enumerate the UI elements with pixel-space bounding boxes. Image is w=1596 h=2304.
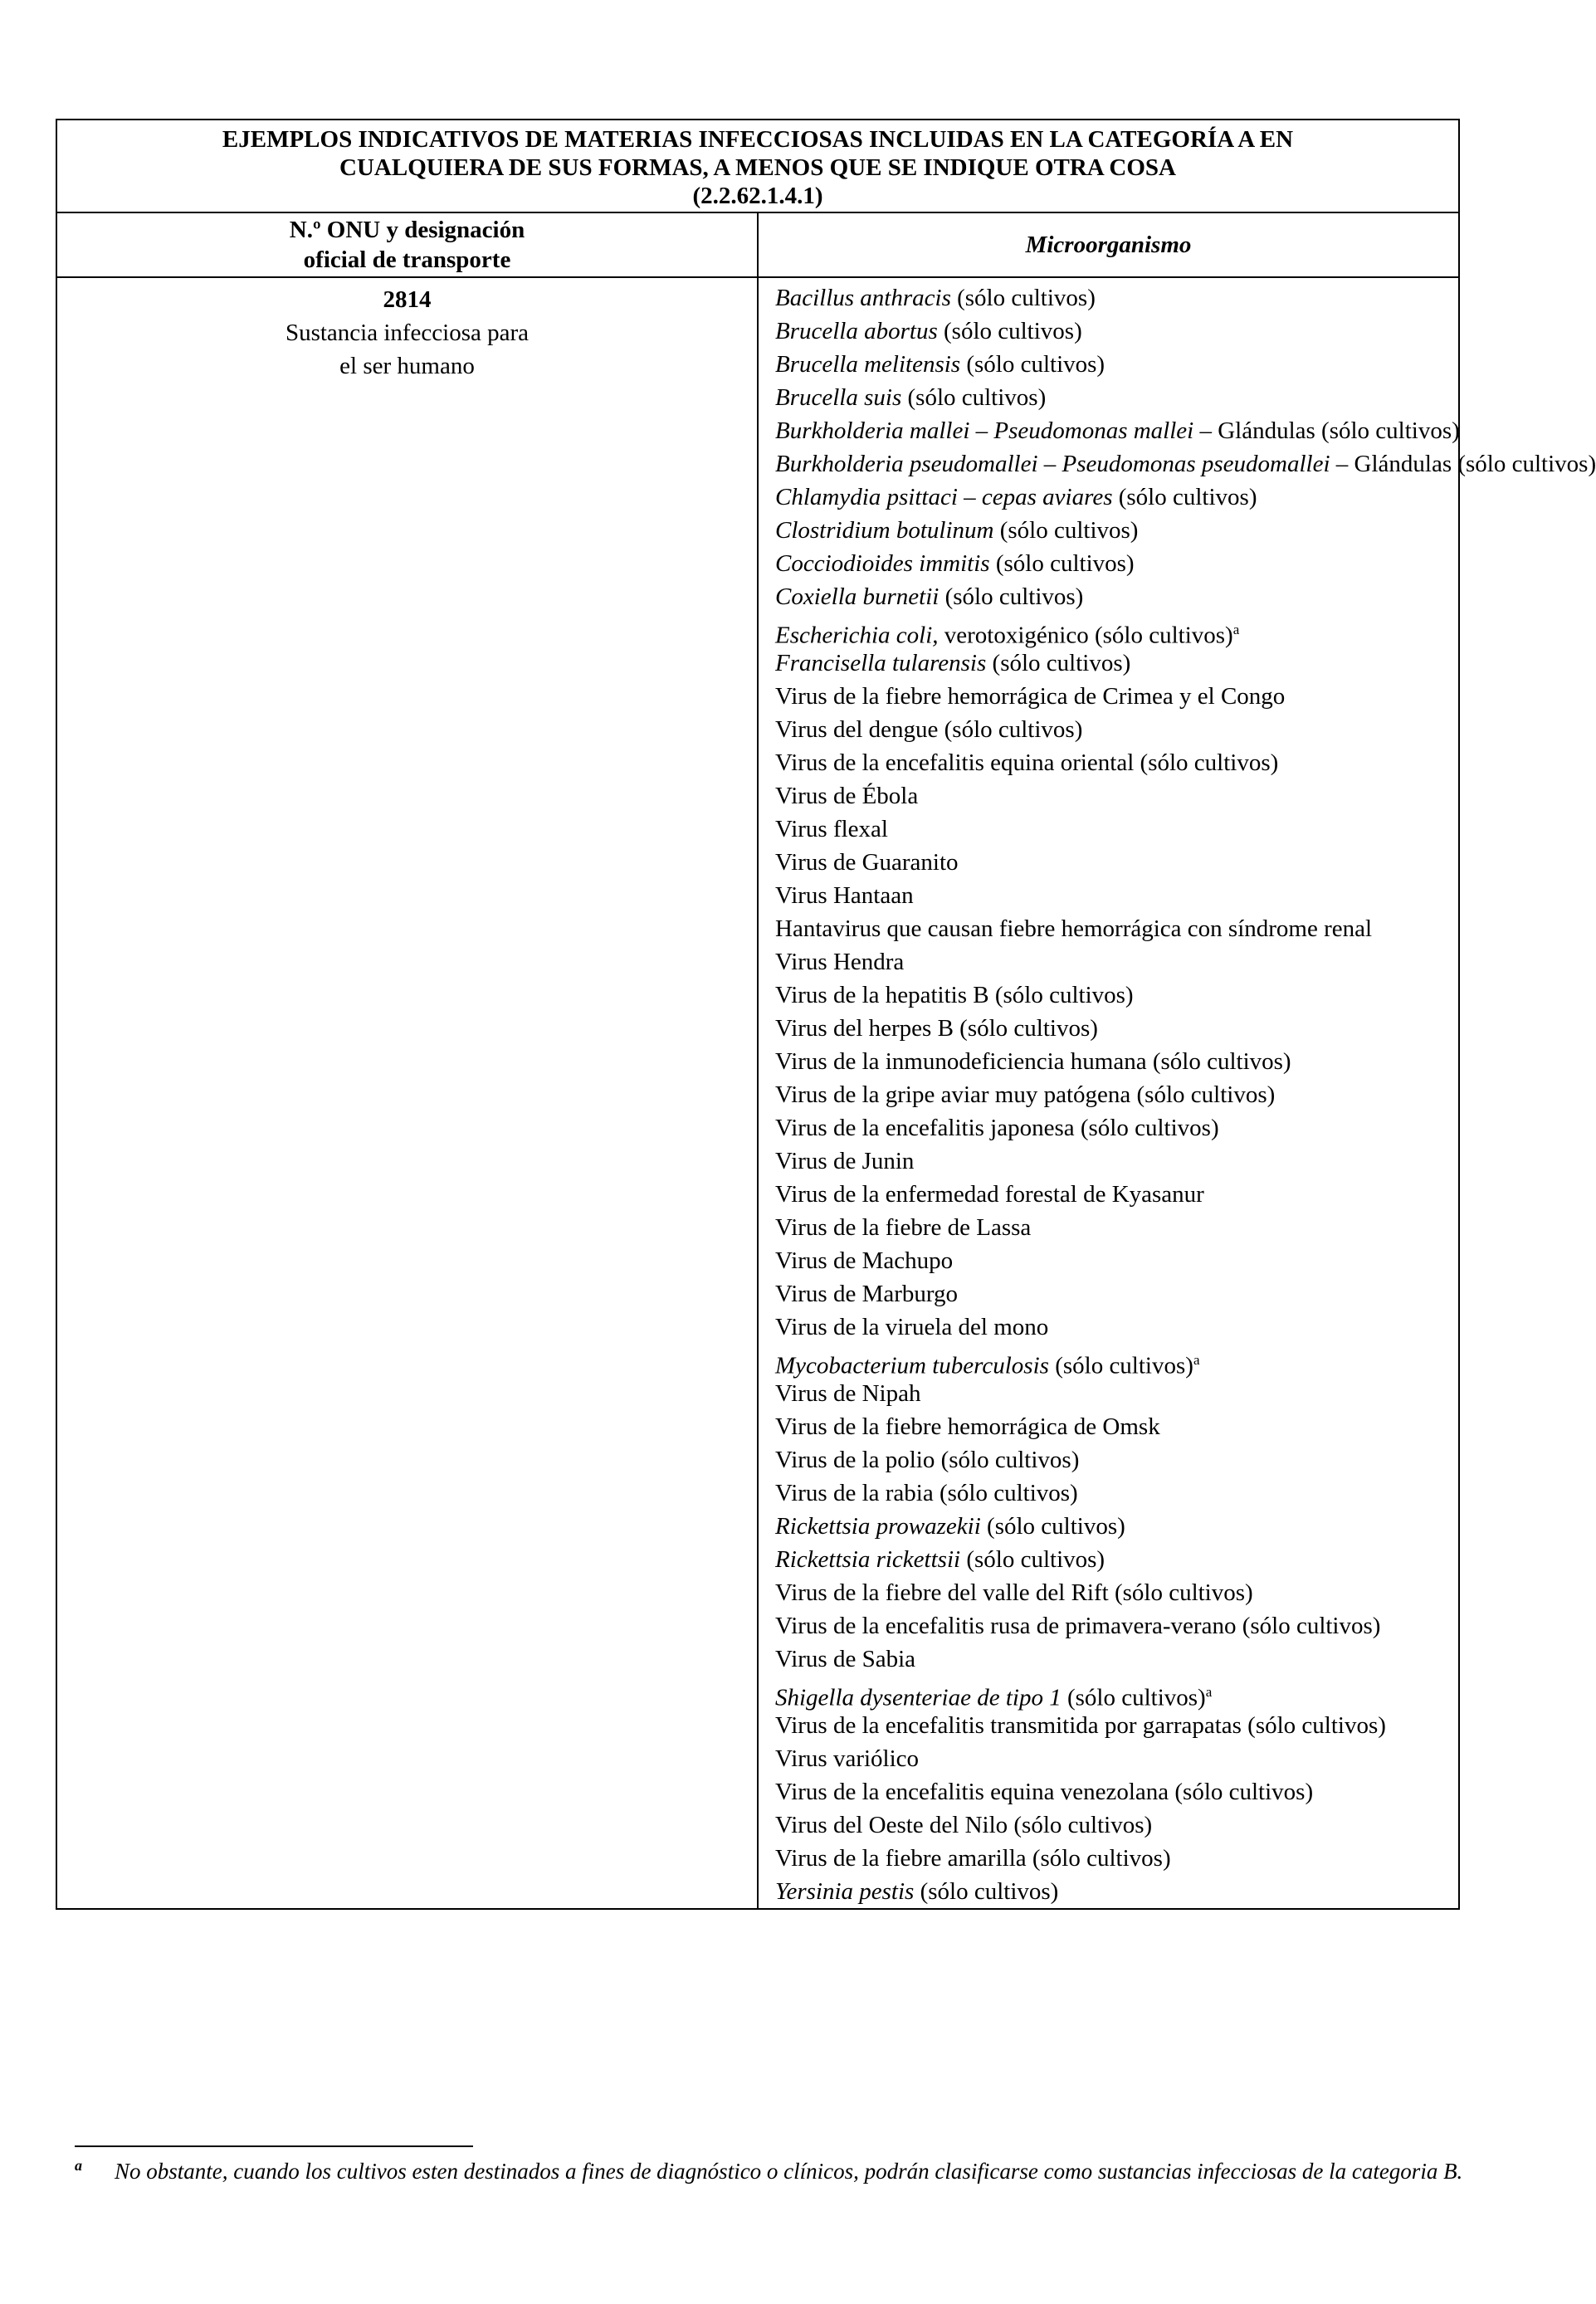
organism-note: Virus de la fiebre de Lassa [775,1214,1032,1241]
organism-note: Virus de la rabia (sólo cultivos) [775,1480,1078,1506]
organism-note: (sólo cultivos) [914,1878,1059,1905]
organism-note: Virus flexal [775,816,888,842]
organism-note: verotoxigénico (sólo cultivos) [938,622,1233,649]
list-item [775,613,1458,647]
list-item [775,879,1458,912]
organism-note: Glándulas (sólo cultivos) [1348,451,1596,477]
organism-note: Virus de la viruela del mono [775,1314,1049,1340]
organism-name: Rickettsia rickettsii [775,1546,961,1573]
list-item [775,447,1596,481]
list-item [775,779,1458,813]
organism-note: Virus de Guaranito [775,849,959,876]
microorganism-cell [758,277,1596,1909]
list-item [775,1078,1458,1111]
organism-note: (sólo cultivos) [950,285,1096,311]
organism-note: Glándulas (sólo cultivos) [1211,417,1460,444]
organism-note: Virus de la gripe aviar muy patógena (sólo cultivos) [775,1081,1276,1108]
title-line: CUALQUIERA DE SUS FORMAS, A MENOS QUE SE INDIQUE OTRA COSA [339,154,1176,181]
organism-name: Cocciodioides immitis [775,550,990,577]
organism-note: Virus de la encefalitis japonesa (sólo cultivos) [775,1115,1219,1141]
organism-name: Brucella abortus [775,318,938,344]
header-line: N.º ONU y designación [289,217,525,243]
organism-note: Virus variólico [775,1745,920,1772]
list-item [775,813,1458,846]
list-item [775,348,1458,381]
organism-note: (sólo cultivos) [993,517,1139,544]
organism-note: Virus de la fiebre amarilla (sólo cultivos) [775,1845,1171,1872]
un-number: 2814 [383,286,432,313]
organism-name: Burkholderia pseudomallei – Pseudomonas pseudomallei – [775,451,1349,477]
organism-note: Virus Hendra [775,949,905,975]
organism-note: (sólo cultivos) [1048,1352,1193,1379]
organism-note: Virus de Machupo [775,1247,954,1274]
list-item [775,315,1458,348]
list-item [775,1842,1458,1875]
designation-line: Sustancia infecciosa para [285,320,530,346]
organism-note: (sólo cultivos) [1061,1684,1206,1711]
list-item [775,1809,1458,1842]
list-item [775,1111,1458,1145]
list-item [775,1443,1458,1477]
footnote-reference: a [1205,1684,1213,1700]
list-item [775,281,1458,315]
title-line: EJEMPLOS INDICATIVOS DE MATERIAS INFECCIOSAS INCLUIDAS EN LA CATEGORÍA A EN [222,126,1294,153]
organism-name: Francisella tularensis [775,650,987,676]
organism-note: (sólo cultivos) [960,1546,1105,1573]
list-item [775,979,1458,1012]
list-item [775,1543,1458,1576]
microorganism-list [775,281,1596,1908]
list-item [775,1643,1458,1676]
list-item [775,846,1458,879]
list-item [775,1709,1458,1742]
organism-note: Virus de Junin [775,1148,915,1174]
list-item [775,1875,1458,1908]
list-item [775,1045,1458,1078]
list-item [775,1775,1458,1809]
footnote-text: No obstante, cuando los cultivos esten destinados a fines de diagnóstico o clínicos, podrán clasificarse como sustancias infecciosas de la categoria B. [115,2159,1463,2184]
list-item [775,1576,1458,1609]
list-item [775,1676,1458,1709]
organism-note: Virus de la hepatitis B (sólo cultivos) [775,982,1134,1008]
organism-note: (sólo cultivos) [960,351,1105,378]
organism-note: Virus de la encefalitis transmitida por garrapatas (sólo cultivos) [775,1712,1386,1739]
organism-note: Hantavirus que causan fiebre hemorrágica con síndrome renal [775,915,1373,942]
list-item [775,1178,1458,1211]
organism-name: Burkholderia mallei – Pseudomonas mallei – [775,417,1212,444]
organism-name: Chlamydia psittaci – cepas aviares [775,484,1113,510]
designation-line: el ser humano [339,353,475,379]
list-item [775,1012,1458,1045]
organism-note: Virus del dengue (sólo cultivos) [775,716,1083,743]
infectious-substances-table [56,119,1596,1910]
list-item [775,713,1458,746]
footnote-divider [75,2145,473,2147]
organism-name: Brucella melitensis [775,351,961,378]
organism-note: Virus de la encefalitis equina venezolana (sólo cultivos) [775,1779,1314,1805]
organism-note: Virus de Marburgo [775,1281,959,1307]
organism-name: Rickettsia prowazekii [775,1513,981,1540]
organism-note: Virus de la encefalitis equina oriental (sólo cultivos) [775,749,1279,776]
list-item [775,1311,1458,1344]
list-item [775,414,1458,447]
list-item [775,746,1458,779]
organism-name: Mycobacterium tuberculosis [775,1352,1049,1379]
organism-note: Virus de la fiebre hemorrágica de Omsk [775,1413,1160,1440]
list-item [775,1211,1458,1244]
list-item [775,1410,1458,1443]
organism-note: (sólo cultivos) [937,318,1082,344]
list-item [775,1145,1458,1178]
list-item [775,912,1458,945]
organism-note: Virus de Sabia [775,1646,916,1672]
organism-note: Virus de la inmunodeficiencia humana (sólo cultivos) [775,1048,1291,1075]
list-item [775,547,1458,580]
organism-note: Virus de la polio (sólo cultivos) [775,1447,1080,1473]
list-item [775,481,1458,514]
organism-note: Virus Hantaan [775,882,914,909]
organism-name: Yersinia pestis [775,1878,915,1905]
list-item [775,680,1458,713]
list-item [775,1344,1458,1377]
footnote-reference: a [1193,1352,1200,1368]
organism-note: Virus de la fiebre del valle del Rift (sólo cultivos) [775,1579,1253,1606]
list-item [775,514,1458,547]
list-item [775,1742,1458,1775]
footnote-mark: a [75,2157,82,2174]
title-line: (2.2.62.1.4.1) [692,183,823,209]
header-line: oficial de transporte [303,247,511,273]
organism-note: Virus de la enfermedad forestal de Kyasanur [775,1181,1204,1208]
list-item [775,1277,1458,1311]
organism-name: Brucella suis [775,384,902,411]
organism-note: (sólo cultivos) [1112,484,1257,510]
organism-note: (sólo cultivos) [939,583,1084,610]
header-microorganism: Microorganismo [758,212,1459,277]
list-item [775,647,1458,680]
list-item [775,1510,1458,1543]
list-item [775,945,1458,979]
list-item [775,580,1458,613]
organism-name: Clostridium botulinum [775,517,994,544]
organism-note: (sólo cultivos) [986,650,1131,676]
footnote [75,2156,1469,2186]
organism-name: Escherichia coli, [775,622,939,649]
organism-note: (sólo cultivos) [980,1513,1125,1540]
list-item [775,1477,1458,1510]
list-item [775,1244,1458,1277]
organism-note: Virus del Oeste del Nilo (sólo cultivos) [775,1812,1153,1838]
organism-note: Virus de la encefalitis rusa de primavera-verano (sólo cultivos) [775,1613,1381,1639]
footnote-reference: a [1232,622,1240,637]
list-item [775,1377,1458,1410]
organism-note: (sólo cultivos) [989,550,1135,577]
header-un-designation [56,212,758,277]
organism-note: Virus de Nipah [775,1380,921,1407]
organism-name: Shigella dysenteriae de tipo 1 [775,1684,1062,1711]
list-item [775,381,1458,414]
organism-note: Virus de Ébola [775,783,919,809]
organism-name: Coxiella burnetii [775,583,940,610]
un-designation-cell [56,277,758,1909]
table-title [56,120,1459,212]
organism-note: Virus de la fiebre hemorrágica de Crimea y el Congo [775,683,1286,710]
organism-note: Virus del herpes B (sólo cultivos) [775,1015,1098,1042]
organism-name: Bacillus anthracis [775,285,951,311]
organism-note: (sólo cultivos) [901,384,1047,411]
list-item [775,1609,1458,1643]
